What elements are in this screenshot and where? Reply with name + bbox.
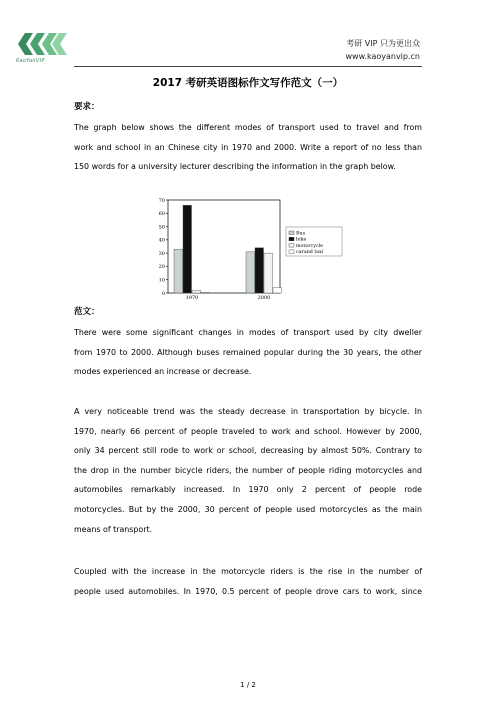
bar — [183, 205, 192, 293]
legend-label: carand taxi — [296, 250, 324, 256]
header-slogan: 考研 VIP 只为更出众 — [346, 39, 420, 48]
text-line: automobiles remarkably increased. In 1970 only 2 percent of people rode — [74, 485, 422, 495]
essay-paragraph-2 — [74, 402, 422, 539]
text-line: There were some significant changes in modes of transport used by city dweller — [74, 328, 422, 337]
text-line: A very noticeable trend was the steady decrease in transportation by bicycle. In — [74, 407, 422, 416]
bar — [246, 252, 255, 293]
text-line: only 34 percent still rode to work or school, decreasing by almost 50%. Contrary to — [74, 446, 422, 456]
essay-paragraph-3 — [74, 562, 422, 601]
header-url[interactable]: www.kaoyanvip.cn — [345, 52, 420, 61]
page-title: 2017 考研英语图标作文写作范文（一） — [152, 77, 344, 89]
y-tick-label: 70 — [158, 197, 165, 204]
legend-swatch — [289, 244, 294, 248]
y-tick-label: 20 — [158, 264, 165, 271]
text-line: motorcycles. But by the 2000, 30 percent of people used motorcycles as the main — [74, 504, 422, 514]
bar — [255, 248, 264, 293]
text-line: The graph below shows the different modes of transport used to travel and from — [74, 123, 422, 132]
legend-swatch — [289, 237, 294, 241]
text-line: means of transport. — [74, 524, 153, 534]
bar — [273, 288, 282, 293]
y-tick-label: 50 — [158, 224, 165, 231]
requirement-paragraph — [74, 118, 422, 177]
legend-swatch — [289, 250, 294, 254]
text-line: modes experienced an increase or decrease. — [74, 367, 252, 377]
sample-label: 范文： — [74, 307, 100, 317]
legend-label: bike — [296, 237, 307, 243]
header-divider — [74, 66, 422, 67]
legend-swatch — [289, 231, 294, 235]
transport-bar-chart — [154, 196, 344, 300]
logo-text: KaoYanVIP — [16, 58, 45, 64]
text-line: people used automobiles. In 1970, 0.5 percent of people drove cars to work, since — [74, 586, 422, 596]
requirement-label: 要求： — [74, 102, 100, 112]
text-line: from 1970 to 2000. Although buses remained popular during the 30 years, the other — [74, 347, 422, 357]
bar — [201, 292, 210, 293]
text-line: 150 words for a university lecturer describing the information in the graph below. — [74, 162, 396, 172]
bar — [264, 253, 273, 293]
y-tick-label: 60 — [158, 211, 165, 218]
x-tick-label: 1970 — [185, 295, 199, 300]
legend-label: Bus — [296, 231, 306, 237]
bar — [192, 290, 201, 293]
y-tick-label: 10 — [158, 277, 165, 284]
text-line: 1970, nearly 66 percent of people traveled to work and school. However by 2000, — [74, 426, 422, 436]
essay-paragraph-1 — [74, 323, 422, 382]
y-tick-label: 40 — [158, 237, 165, 244]
page-number: 1 / 2 — [240, 681, 256, 689]
text-line: work and school in an Chinese city in 1970 and 2000. Write a report of no less than — [74, 142, 422, 152]
text-line: Coupled with the increase in the motorcycle riders is the rise in the number of — [74, 567, 422, 576]
y-tick-label: 0 — [161, 290, 165, 297]
bar — [174, 249, 183, 293]
y-tick-label: 30 — [158, 250, 165, 257]
legend-label: motorcycle — [296, 243, 324, 249]
x-tick-label: 2000 — [257, 295, 271, 300]
text-line: the drop in the number bicycle riders, the number of people riding motorcycles and — [74, 465, 422, 475]
